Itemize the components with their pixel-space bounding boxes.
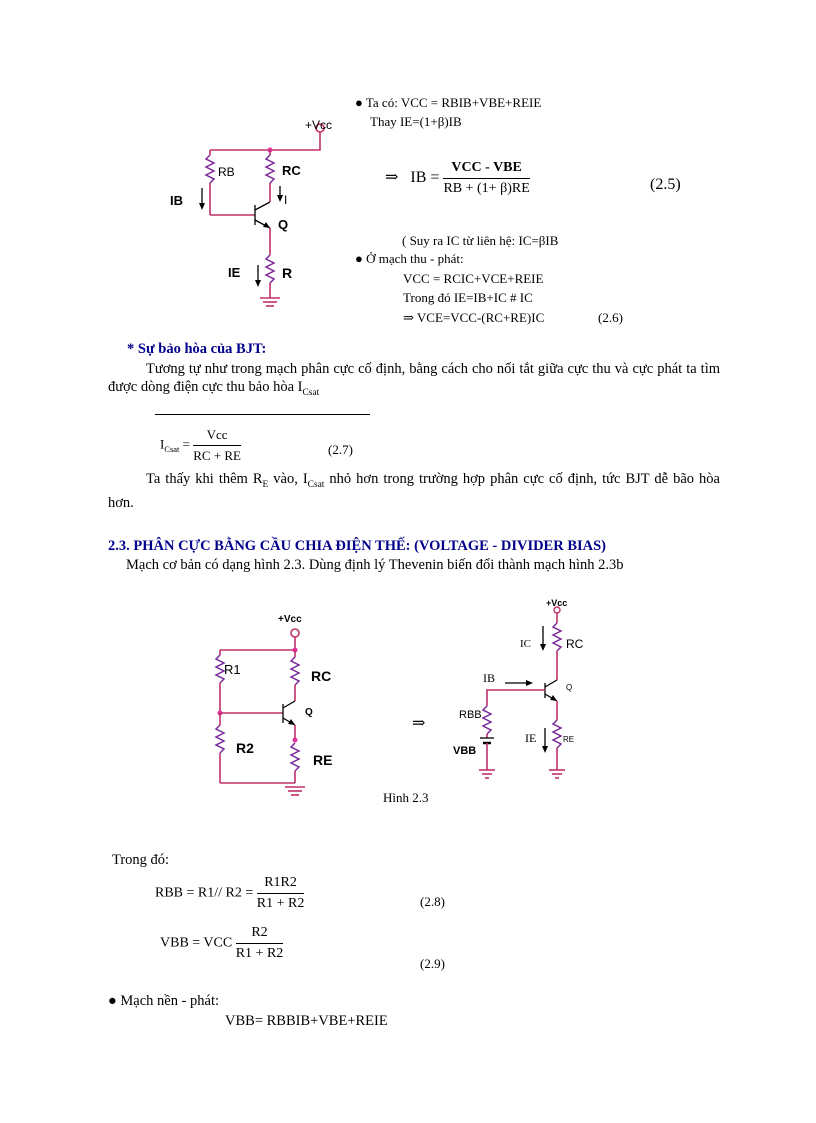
divider-line — [155, 414, 370, 415]
eq-2-7: $I_{Csat}$ = $\frac{\text{Vcc}}{RC + RE}$ — [160, 427, 241, 463]
c1-r-label: R — [282, 265, 293, 281]
eq-2-5-number: (2.5) — [650, 176, 681, 193]
equivalence-arrow-icon: ⇒ — [412, 715, 426, 732]
c3-rbb-label: RBB — [459, 709, 482, 721]
eq-2-5-fraction: $\frac{\text{VCC - VBE}}{RB + (1+ \beta)RE}$ — [443, 160, 530, 196]
bullet-icon: ● — [355, 95, 363, 110]
eq-2-8-number: (2.8) — [420, 894, 445, 909]
note-line-3: ( Suy ra IC từ liên hệ: IC=βIB — [402, 233, 559, 248]
bullet-icon: ● — [355, 251, 363, 266]
saturation-heading: * Sự bảo hòa của BJT: — [127, 341, 267, 357]
eq-2-9-fraction: $\frac{R2}{R1 + R2}$ — [235, 925, 284, 961]
note-line-4: ● Ở mạch thu - phát: — [355, 251, 464, 266]
c2-rc-label: RC — [311, 668, 332, 684]
circuit-voltage-divider — [205, 625, 335, 800]
c3-ic-label: IC — [520, 638, 531, 650]
saturation-paragraph: Tương tự như trong mạch phân cực cố định, bằng cách cho nối tắt giữa cực thu và cực phát ta tìm được dòng điện cực thu bảo hòa $I_{Csat}$ — [108, 361, 720, 398]
c1-q-label: Q — [278, 217, 289, 232]
c2-r1-label: R1 — [224, 662, 241, 677]
note-line-5: VCC = RCIC+VCE+REIE — [403, 271, 544, 286]
c3-vcc-label: +Vcc — [546, 598, 568, 608]
c2-r2-label: R2 — [236, 740, 254, 756]
note-line-1: ● Ta có: VCC = RBIB+VBE+REIE — [355, 95, 542, 110]
note-line-7: ⇒ VCE=VCC-(RC+RE)IC — [403, 310, 545, 325]
eq-2-7-number: (2.7) — [328, 442, 353, 457]
c3-ie-label: IE — [525, 731, 537, 745]
eq-2-9-number: (2.9) — [420, 956, 445, 971]
c2-re-label: RE — [313, 752, 333, 768]
c1-vcc-label: +Vcc — [305, 118, 333, 132]
eq-2-7-fraction: $\frac{\text{Vcc}}{RC + RE}$ — [193, 427, 241, 463]
c1-ib-label: IB — [170, 193, 183, 208]
note-line-2: Thay IE=(1+β)IB — [370, 114, 462, 129]
base-emitter-bullet: ● Mạch nền - phát: — [108, 993, 220, 1009]
c3-rc-label: RC — [566, 637, 584, 651]
c3-ib-label: IB — [483, 671, 495, 685]
note-line-6: Trong đó IE=IB+IC # IC — [403, 290, 533, 305]
eq-2-8: RBB = R1// R2 = $\frac{R1R2}{R1 + R2}$ — [155, 875, 305, 911]
figure-caption: Hình 2.3 — [383, 790, 429, 805]
eq-2-9: VBB = VCC $\frac{R2}{R1 + R2}$ — [160, 925, 284, 961]
c3-vbb-label: VBB — [453, 745, 477, 757]
c1-i-label: I — [284, 193, 288, 207]
implies-icon: ⇒ — [385, 169, 399, 187]
circuit-fixed-bias-with-re — [160, 110, 360, 310]
c2-vcc-label: +Vcc — [278, 614, 302, 625]
section-2-3-heading: 2.3. PHÂN CỰC BẰNG CẦU CHIA ĐIỆN THẾ: (VOLTAGE - DIVIDER BIAS) — [108, 538, 606, 554]
section-2-3-paragraph: Mạch cơ bản có dạng hình 2.3. Dùng định lý Thevenin biến đổi thành mạch hình 2.3b — [126, 557, 624, 573]
c3-re-label: RE — [563, 735, 575, 744]
c2-q-label: Q — [305, 707, 313, 718]
base-emitter-equation: VBB= RBBIB+VBE+REIE — [225, 1013, 388, 1029]
c1-rc-label: RC — [282, 163, 301, 178]
where-intro: Trong đó: — [112, 852, 170, 868]
c3-q-label: Q — [566, 683, 573, 692]
saturation-conclusion: Ta thấy khi thêm $R_E$ vào, $I_{Csat}$ nhỏ hơn trong trường hợp phân cực cố định, tức BJT dễ bão hòa hơn. — [108, 471, 720, 511]
c1-rb-label: RB — [218, 165, 235, 179]
eq-2-5: ⇒ IB = $\frac{\text{VCC - VBE}}{RB + (1+ \beta)RE}$ — [385, 160, 530, 196]
eq-2-8-fraction: $\frac{R1R2}{R1 + R2}$ — [256, 875, 305, 911]
eq-2-6-number: (2.6) — [598, 310, 623, 325]
c1-ie-label: IE — [228, 265, 241, 280]
bullet-icon: ● — [108, 993, 117, 1009]
